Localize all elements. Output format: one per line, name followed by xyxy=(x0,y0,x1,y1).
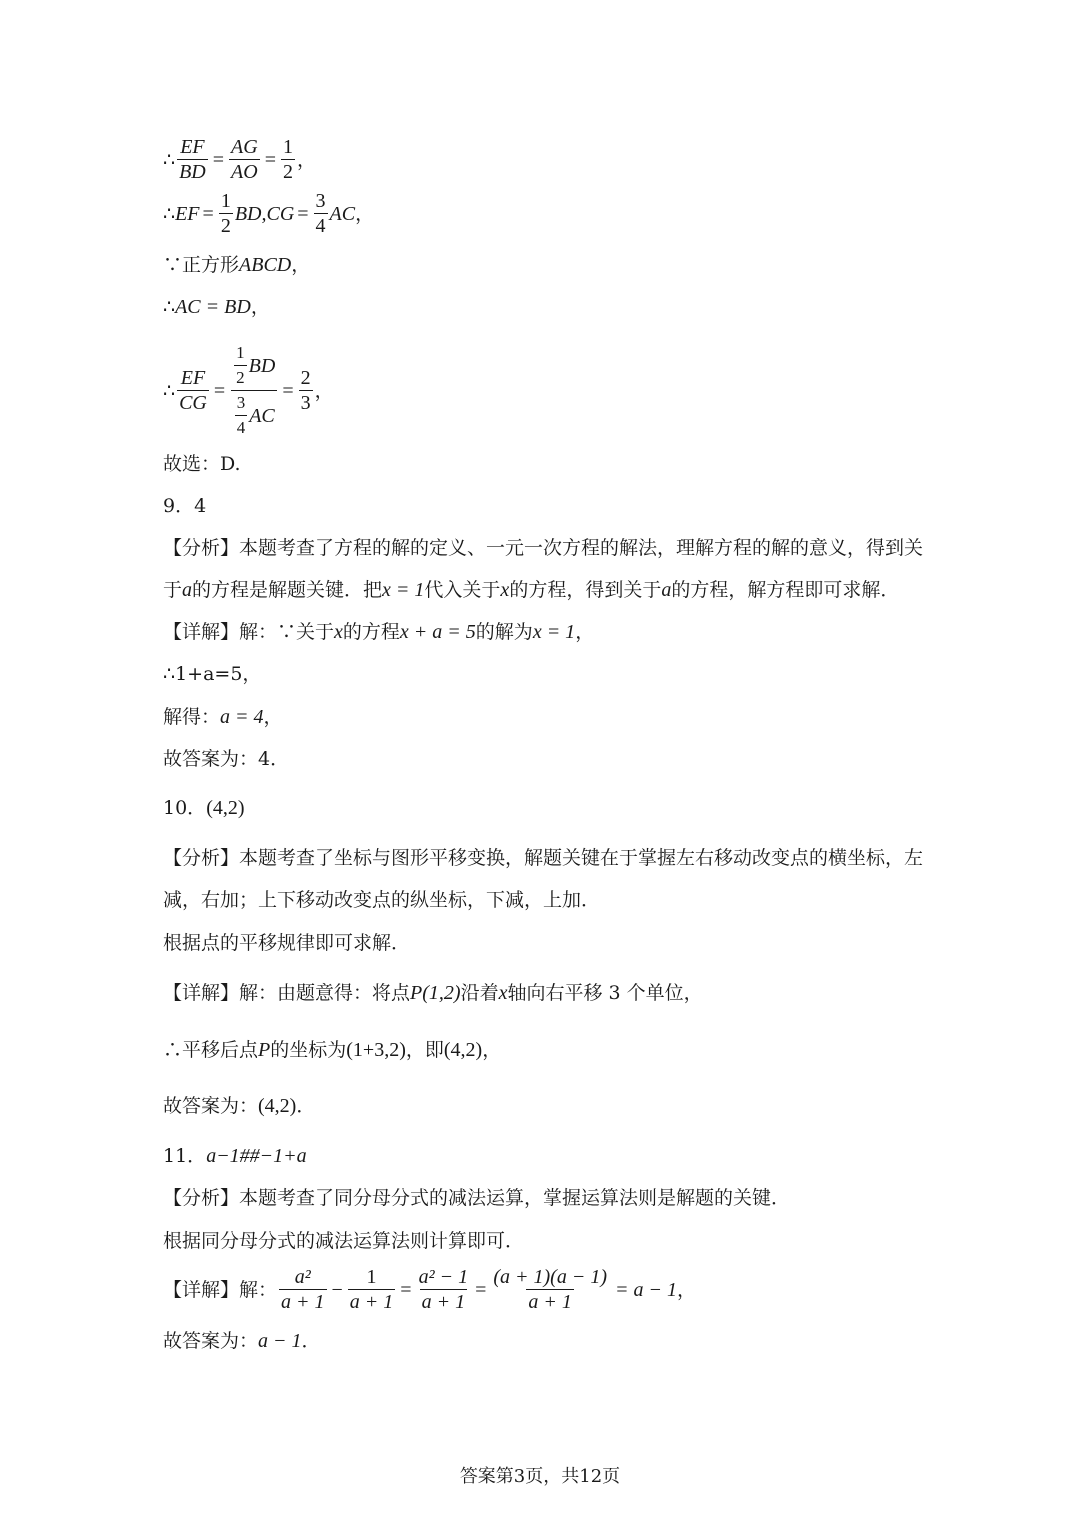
q10-detail: 【详解】解：由题意得：将点P(1,2)沿着x轴向右平移 3 个单位， xyxy=(163,982,703,1004)
fraction: $\frac{1}{2}$ xyxy=(220,190,231,237)
fraction: $\frac{1}{2}$ xyxy=(283,136,293,183)
text-line-ac-bd: ∴AC = BD， xyxy=(163,296,270,318)
compound-fraction: $\frac{1}{2}$ BD $\frac{3}{4}$ AC xyxy=(230,342,277,439)
therefore-symbol: ∴ xyxy=(163,202,176,225)
question-9-title: 9．4 xyxy=(163,495,207,517)
fraction: $\frac{(a + 1)(a - 1)}{a + 1}$ xyxy=(493,1266,607,1313)
q11-answer: 故答案为：a − 1． xyxy=(163,1330,321,1352)
fraction: $\frac{2}{3}$ xyxy=(300,367,311,414)
question-10-title: 10．(4,2) xyxy=(163,797,245,819)
q9-solve: 解得：a = 4， xyxy=(163,706,283,728)
q9-step: ∴1+a=5， xyxy=(163,663,262,685)
q9-analysis-2: 于a的方程是解题关键．把x = 1代入关于x的方程，得到关于a的方程，解方程即可求解． xyxy=(163,579,900,601)
therefore-symbol: ∴ xyxy=(163,148,176,171)
eq-line-complex-fraction: ∴ $\frac{EF}{CG}$ = $\frac{1}{2}$ BD $\frac{3}{4}$ AC = $\frac{2}{3}$ ， xyxy=(163,343,334,437)
q10-analysis-1: 【分析】本题考查了坐标与图形平移变换，解题关键在于掌握左右移动改变点的横坐标，左 xyxy=(163,847,924,869)
eq-line-ef-bd: ∴ $\frac{EF}{BD}$ = $\frac{AG}{AO}$ = $\frac{1}{2}$ ， xyxy=(163,136,317,183)
q10-answer: 故答案为：(4,2)． xyxy=(163,1095,316,1117)
fraction: $\frac{3}{4}$ xyxy=(315,190,326,237)
q11-analysis-1: 【分析】本题考查了同分母分式的减法运算，掌握运算法则是解题的关键． xyxy=(163,1187,791,1209)
answer-choice-line: 故选：D. xyxy=(163,453,241,475)
fraction: $\frac{1}{a + 1}$ xyxy=(349,1266,394,1313)
q9-answer: 故答案为：4． xyxy=(163,748,290,770)
eq-line-ef-cg: ∴ EF = $\frac{1}{2}$ BD,CG = $\frac{3}{4}$ AC ， xyxy=(163,190,375,237)
q10-analysis-3: 根据点的平移规律即可求解． xyxy=(163,932,411,954)
q11-detail: 【详解】解： $\frac{\text{a²}}{a + 1}$ − $\frac{1}{a + 1}$ = $\frac{\text{a² − 1}}{a + 1}$ = $\frac{(a + 1)(a - 1)}{a + 1}$ = a − 1 ， xyxy=(163,1266,697,1313)
fraction: $\frac{\text{a² − 1}}{a + 1}$ xyxy=(418,1266,469,1313)
page-footer: 答案第3页，共12页 xyxy=(459,1466,621,1487)
text-line-square: ∵正方形ABCD， xyxy=(163,254,311,276)
q9-detail: 【详解】解：∵关于x的方程x + a = 5的解为x = 1， xyxy=(163,621,595,643)
fraction: $\frac{\text{a²}}{a + 1}$ xyxy=(281,1266,325,1313)
fraction: $\frac{EF}{BD}$ xyxy=(179,136,206,183)
therefore-symbol: ∴ xyxy=(163,379,176,402)
q10-analysis-2: 减，右加；上下移动改变点的纵坐标，下减，上加． xyxy=(163,889,601,911)
q9-analysis-1: 【分析】本题考查了方程的解的定义、一元一次方程的解法，理解方程的解的意义，得到关 xyxy=(163,537,924,559)
question-11-title: 11．a−1##−1+a xyxy=(163,1145,307,1167)
q10-step: ∴平移后点P的坐标为(1+3,2)，即(4,2)， xyxy=(163,1039,502,1061)
fraction: $\frac{AG}{AO}$ xyxy=(231,136,258,183)
fraction: $\frac{EF}{CG}$ xyxy=(179,367,207,414)
q11-analysis-2: 根据同分母分式的减法运算法则计算即可． xyxy=(163,1230,525,1252)
